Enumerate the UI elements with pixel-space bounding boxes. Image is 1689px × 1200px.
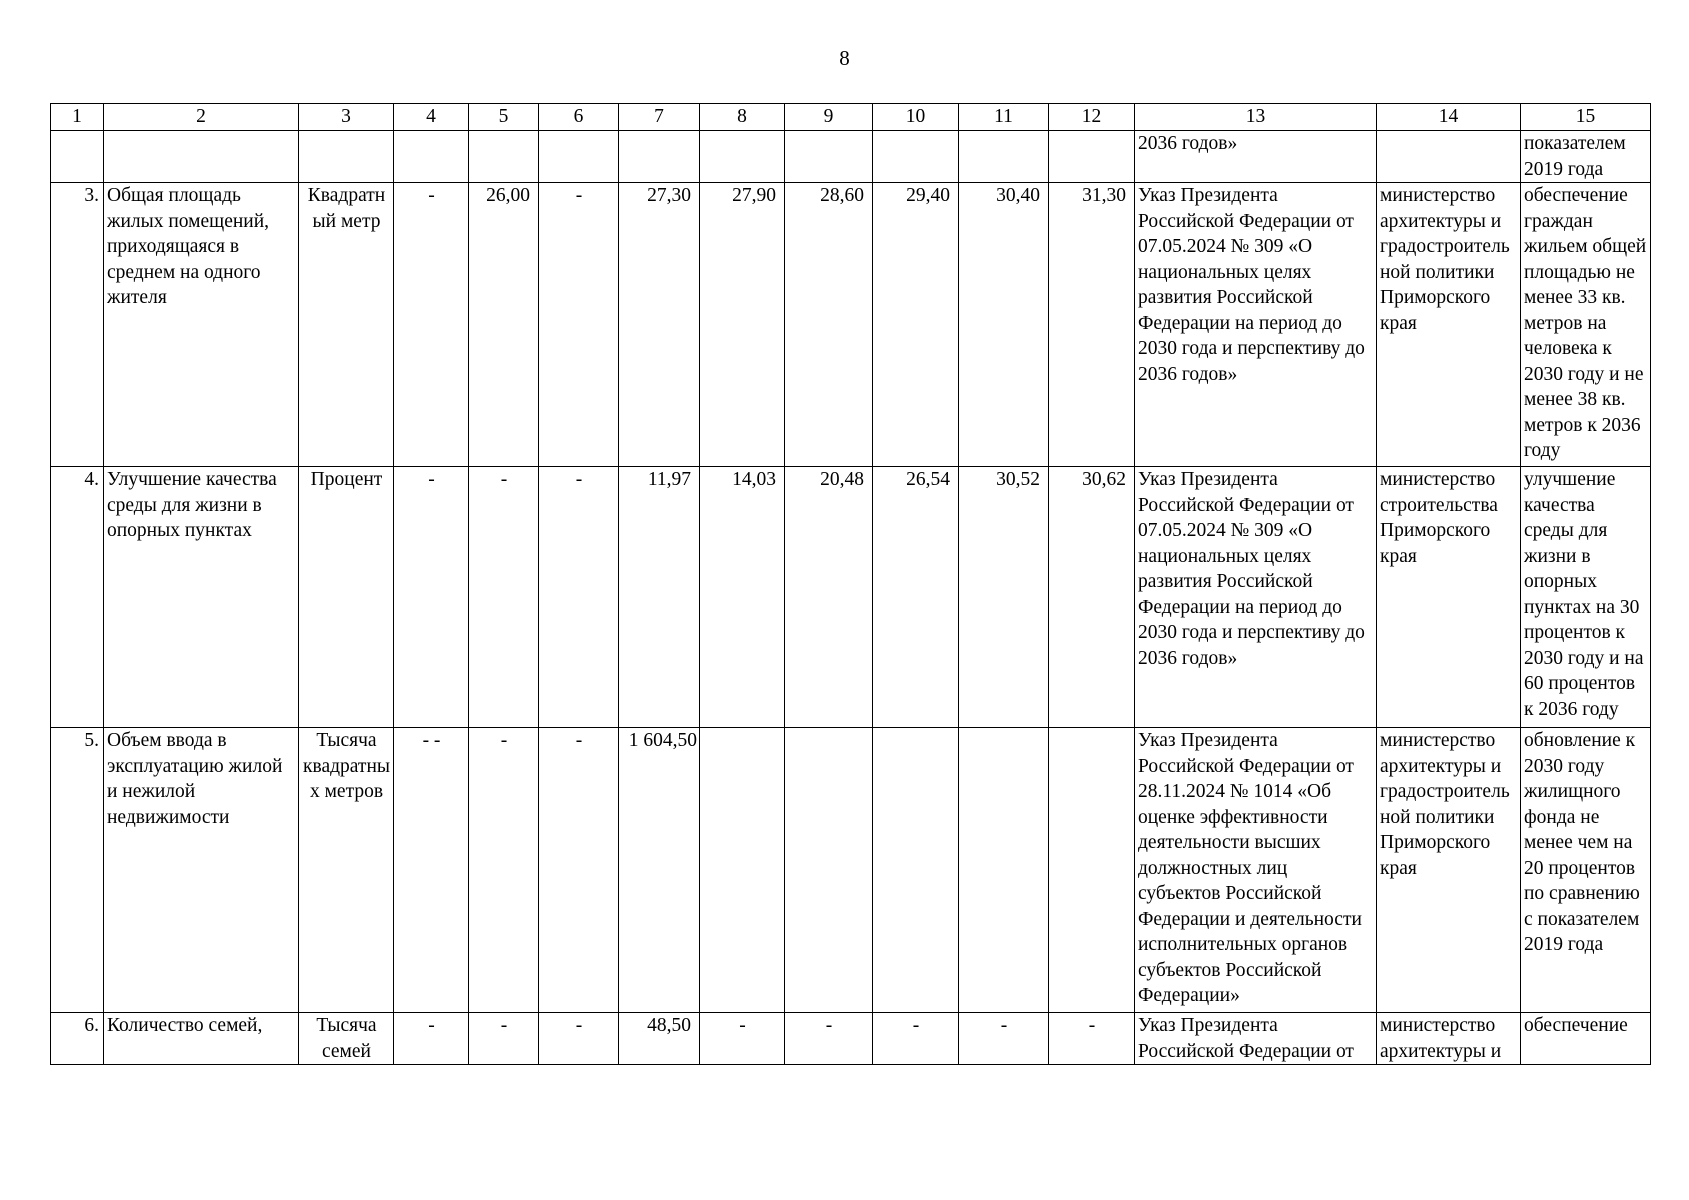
- header-cell: 3: [299, 104, 394, 131]
- indicator-name-cell: Улучшение качества среды для жизни в опорных пунктах: [104, 467, 299, 728]
- value-cell: - -: [394, 728, 469, 1013]
- table-row: [51, 728, 1651, 1013]
- value-cell: 26,00: [469, 183, 539, 467]
- header-cell: 11: [959, 104, 1049, 131]
- value-cell: [394, 131, 469, 183]
- basis-document-cell: Указ Президента Российской Федерации от 07.05.2024 № 309 «О национальных целях развития Российской Федерации на период до 2030 года и перспективу до 2036 годов»: [1135, 467, 1377, 728]
- value-cell: -: [700, 1013, 785, 1065]
- value-cell: 48,50: [619, 1013, 700, 1065]
- header-cell: 14: [1377, 104, 1521, 131]
- header-cell: 15: [1521, 104, 1651, 131]
- row-number-cell: 6.: [51, 1013, 104, 1065]
- value-cell: 28,60: [785, 183, 873, 467]
- row-number-cell: 3.: [51, 183, 104, 467]
- value-cell: 11,97: [619, 467, 700, 728]
- responsible-cell: министерство строительства Приморского края: [1377, 467, 1521, 728]
- header-cell: 12: [1049, 104, 1135, 131]
- page-number: 8: [839, 46, 850, 70]
- table-header-row: [51, 104, 1651, 131]
- indicator-name-cell: Объем ввода в эксплуатацию жилой и нежилой недвижимости: [104, 728, 299, 1013]
- value-cell: 1 604,50: [619, 728, 700, 1013]
- value-cell: -: [539, 728, 619, 1013]
- table-row: [51, 183, 1651, 467]
- value-cell: -: [469, 467, 539, 728]
- table-row: [51, 1013, 1651, 1065]
- unit-cell: Тысяча квадратных метров: [299, 728, 394, 1013]
- header-cell: 6: [539, 104, 619, 131]
- unit-cell: Квадратный метр: [299, 183, 394, 467]
- value-cell: 31,30: [1049, 183, 1135, 467]
- value-cell: 26,54: [873, 467, 959, 728]
- responsible-cell: министерство архитектуры и градостроительной политики Приморского края: [1377, 183, 1521, 467]
- value-cell: [619, 131, 700, 183]
- value-cell: -: [539, 183, 619, 467]
- target-cell: показателем 2019 года: [1521, 131, 1651, 183]
- value-cell: -: [1049, 1013, 1135, 1065]
- row-number-cell: 4.: [51, 467, 104, 728]
- value-cell: 29,40: [873, 183, 959, 467]
- value-cell: 14,03: [700, 467, 785, 728]
- value-cell: -: [539, 467, 619, 728]
- header-cell: 13: [1135, 104, 1377, 131]
- value-cell: [785, 131, 873, 183]
- unit-cell: Процент: [299, 467, 394, 728]
- value-cell: [1049, 131, 1135, 183]
- header-cell: 7: [619, 104, 700, 131]
- value-cell: 20,48: [785, 467, 873, 728]
- indicators-table: [50, 103, 1651, 1065]
- responsible-cell: [1377, 131, 1521, 183]
- basis-document-cell: Указ Президента Российской Федерации от 07.05.2024 № 309 «О национальных целях развития Российской Федерации на период до 2030 года и перспективу до 2036 годов»: [1135, 183, 1377, 467]
- value-cell: -: [469, 728, 539, 1013]
- value-cell: 30,62: [1049, 467, 1135, 728]
- value-cell: [539, 131, 619, 183]
- target-cell: улучшение качества среды для жизни в опорных пунктах на 30 процентов к 2030 году и на 60 процентов к 2036 году: [1521, 467, 1651, 728]
- indicator-name-cell: Количество семей,: [104, 1013, 299, 1065]
- header-cell: 8: [700, 104, 785, 131]
- indicator-name-cell: [104, 131, 299, 183]
- header-cell: 4: [394, 104, 469, 131]
- value-cell: [959, 728, 1049, 1013]
- value-cell: [873, 131, 959, 183]
- value-cell: -: [873, 1013, 959, 1065]
- responsible-cell: министерство архитектуры и: [1377, 1013, 1521, 1065]
- value-cell: 30,40: [959, 183, 1049, 467]
- value-cell: -: [394, 467, 469, 728]
- value-cell: -: [394, 183, 469, 467]
- basis-document-cell: Указ Президента Российской Федерации от: [1135, 1013, 1377, 1065]
- table-row: [51, 467, 1651, 728]
- value-cell: 27,90: [700, 183, 785, 467]
- responsible-cell: министерство архитектуры и градостроительной политики Приморского края: [1377, 728, 1521, 1013]
- row-number-cell: [51, 131, 104, 183]
- target-cell: обновление к 2030 году жилищного фонда не менее чем на 20 процентов по сравнению с показателем 2019 года: [1521, 728, 1651, 1013]
- value-cell: 30,52: [959, 467, 1049, 728]
- value-cell: -: [539, 1013, 619, 1065]
- header-cell: 10: [873, 104, 959, 131]
- indicator-name-cell: Общая площадь жилых помещений, приходящаяся в среднем на одного жителя: [104, 183, 299, 467]
- value-cell: [1049, 728, 1135, 1013]
- header-cell: 1: [51, 104, 104, 131]
- value-cell: 27,30: [619, 183, 700, 467]
- value-cell: [959, 131, 1049, 183]
- header-cell: 9: [785, 104, 873, 131]
- basis-document-cell: Указ Президента Российской Федерации от 28.11.2024 № 1014 «Об оценке эффективности деятельности высших должностных лиц субъектов Российской Федерации и деятельности исполнительных органов субъектов Российской Федерации»: [1135, 728, 1377, 1013]
- target-cell: обеспечение граждан жильем общей площадью не менее 33 кв. метров на человека к 2030 году и не менее 38 кв. метров к 2036 году: [1521, 183, 1651, 467]
- basis-document-cell: 2036 годов»: [1135, 131, 1377, 183]
- header-cell: 5: [469, 104, 539, 131]
- value-cell: -: [959, 1013, 1049, 1065]
- value-cell: [873, 728, 959, 1013]
- value-cell: [785, 728, 873, 1013]
- value-cell: [700, 728, 785, 1013]
- target-cell: обеспечение: [1521, 1013, 1651, 1065]
- header-cell: 2: [104, 104, 299, 131]
- value-cell: -: [785, 1013, 873, 1065]
- unit-cell: Тысяча семей: [299, 1013, 394, 1065]
- unit-cell: [299, 131, 394, 183]
- table-row: [51, 131, 1651, 183]
- value-cell: [469, 131, 539, 183]
- row-number-cell: 5.: [51, 728, 104, 1013]
- value-cell: [700, 131, 785, 183]
- value-cell: -: [469, 1013, 539, 1065]
- value-cell: -: [394, 1013, 469, 1065]
